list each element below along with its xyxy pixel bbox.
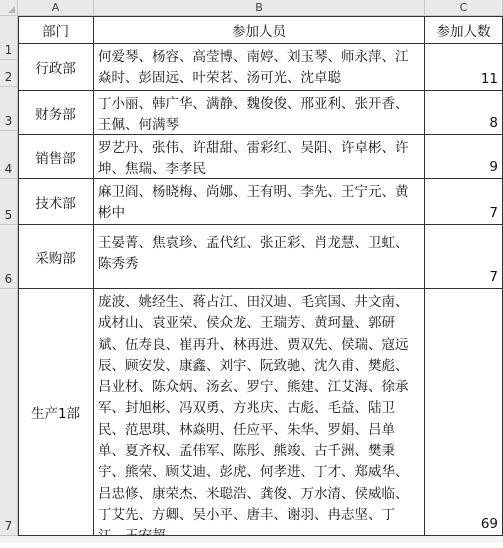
count-cell[interactable]: 8 (425, 91, 503, 135)
row-header-7[interactable]: 7 (0, 289, 18, 536)
count-cell[interactable]: 7 (425, 225, 503, 289)
dept-cell[interactable]: 销售部 (18, 135, 94, 179)
members-cell[interactable]: 罗艺丹、张伟、许甜甜、雷彩红、吴阳、许卓彬、许坤、焦瑞、李孝民 (94, 135, 425, 179)
members-cell[interactable]: 麻卫阎、杨晓梅、尚娜、王有明、李先、王宁元、黄彬中 (94, 179, 425, 225)
select-all-corner[interactable] (0, 0, 18, 16)
count-cell[interactable]: 7 (425, 179, 503, 225)
row-header-1[interactable]: 1 (0, 16, 18, 60)
row-header-5[interactable]: 5 (0, 179, 18, 225)
dept-cell[interactable]: 采购部 (18, 225, 94, 289)
dept-cell[interactable]: 技术部 (18, 179, 94, 225)
count-cell[interactable]: 69 (425, 289, 503, 536)
count-cell[interactable]: 11 (425, 44, 503, 91)
members-cell[interactable]: 王晏菁、焦袁珍、孟代红、张正彩、肖龙慧、卫虹、陈秀秀 (94, 225, 425, 289)
column-header-a[interactable]: A (18, 0, 94, 16)
header-count-cell[interactable]: 参加人数 (425, 16, 503, 44)
column-header-b[interactable]: B (94, 0, 425, 16)
dept-cell[interactable]: 行政部 (18, 44, 94, 91)
members-cell[interactable]: 庞波、姚经生、蒋占江、田汉迪、毛宾国、井文南、成材山、袁亚荣、侯众龙、王瑞芳、黄珂量、郭研斌、伍寿良、崔再升、林再进、贾双先、侯瑞、寇远辰、顾安发、康鑫、刘宇、阮致驰、沈久甫、樊彪、吕业材、陈众炳、汤玄、罗宁、熊建、江艾海、徐承军、封旭彬、冯双勇、方兆庆、古彪、毛益、陆卫民、范思琪、林焱明、任应平、朱华、罗娟、吕单单、夏齐权、孟伟军、陈彤、熊竣、古千洲、樊秉宇、熊荣、顾艾迪、彭虎、何孝进、丁才、郑威华、吕忠修、康荣杰、米聪浩、龚俊、万水清、侯威临、丁艾先、方卿、吴小平、唐丰、谢羽、冉志坚、丁 (94, 289, 425, 536)
dept-cell[interactable]: 生产1部 (18, 289, 94, 536)
column-header-c[interactable]: C (425, 0, 503, 16)
row-header-3[interactable]: 3 (0, 87, 18, 131)
members-cell[interactable]: 丁小丽、韩广华、满静、魏俊俊、邢亚利、张开香、王佩、何满琴 (94, 91, 425, 135)
row-header-4[interactable]: 4 (0, 131, 18, 179)
header-members-cell[interactable]: 参加人员 (94, 16, 425, 44)
members-cell[interactable]: 何爱琴、杨容、高莹博、南婷、刘玉琴、师永萍、江焱时、彭固远、叶荣茗、汤可光、沈卓聪 (94, 44, 425, 91)
dept-cell[interactable]: 财务部 (18, 91, 94, 135)
next-row-strip (0, 536, 503, 543)
row-header-2[interactable]: 2 (0, 60, 18, 87)
header-dept-cell[interactable]: 部门 (18, 16, 94, 44)
row-header-6[interactable]: 6 (0, 225, 18, 289)
count-cell[interactable]: 9 (425, 135, 503, 179)
